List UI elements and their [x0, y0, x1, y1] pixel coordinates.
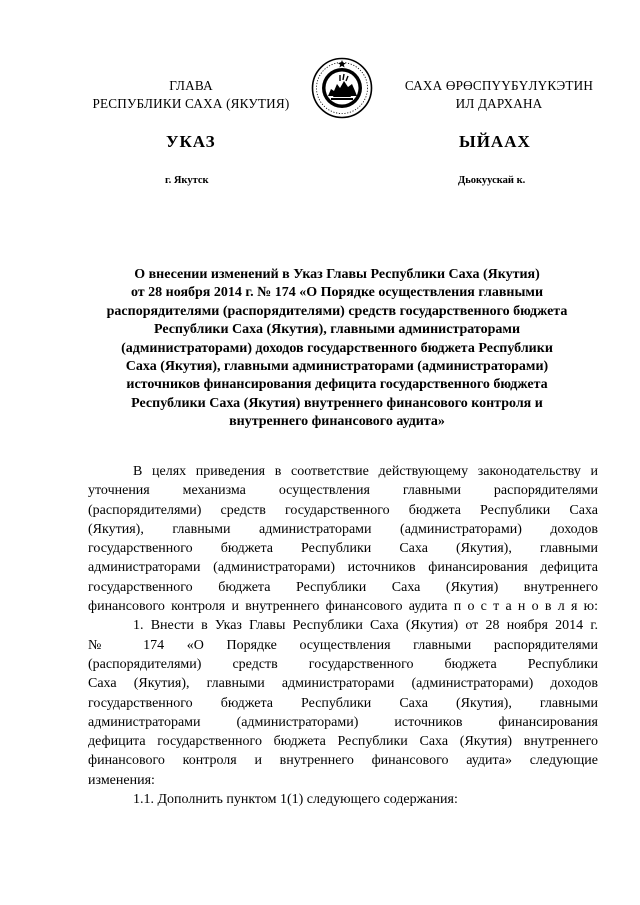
header-right-block	[388, 77, 610, 113]
body-line: 1. Внести в Указ Главы Республики Саха (Якутия) от 28 ноября 2014 г.	[133, 618, 598, 634]
body-line: администраторами (администраторами) источников финансирования дефицита	[88, 560, 598, 576]
body-line: изменения:	[88, 772, 155, 788]
document-body	[88, 462, 598, 809]
title-line: источников финансирования дефицита государственного бюджета	[126, 377, 548, 393]
doc-type-right: ЫЙААХ	[459, 132, 531, 151]
header-left-line-2: РЕСПУБЛИКИ САХА (ЯКУТИЯ)	[92, 96, 290, 111]
header-right-line-1: САХА ӨРӨСПҮҮБҮЛҮКЭТИН	[404, 78, 594, 93]
body-line: 1.1. Дополнить пунктом 1(1) следующего содержания:	[133, 792, 458, 808]
title-line: распорядителями (распорядителями) средств государственного бюджета	[106, 303, 568, 319]
title-line: Саха (Якутия), главными администраторами (администраторами)	[125, 359, 549, 375]
coat-of-arms-emblem	[311, 57, 373, 119]
title-line: от 28 ноября 2014 г. № 174 «О Порядке осуществления главными	[130, 285, 544, 301]
title-line: (администраторами) доходов государственного бюджета Республики	[121, 340, 553, 356]
title-line: Республики Саха (Якутия) внутреннего финансового контроля и	[131, 395, 543, 411]
body-line: государственного бюджета Республики Саха (Якутия) внутреннего	[88, 579, 598, 595]
body-line: государственного бюджета Республики Саха (Якутия), главными	[88, 541, 598, 557]
doc-type-left: УКАЗ	[166, 132, 216, 151]
title-line: внутреннего финансового аудита»	[229, 414, 445, 430]
body-line: № 174 «О Порядке осуществления главными распорядителями	[88, 637, 598, 653]
header-left-line-1: ГЛАВА	[169, 78, 213, 93]
body-line: администраторами (администраторами) источников финансирования	[88, 714, 598, 730]
body-line: государственного бюджета Республики Саха (Якутия), главными	[88, 695, 598, 711]
city-right: Дьокуускай к.	[458, 175, 526, 186]
city-left: г. Якутск	[165, 175, 209, 186]
body-line: (распорядителями) средств государственного бюджета Республики Саха	[88, 502, 598, 518]
body-line: уточнения механизма осуществления главными распорядителями	[88, 483, 598, 499]
body-line: Саха (Якутия), главными администраторами (администраторами) доходов	[88, 676, 598, 692]
body-line: финансового контроля и внутреннего финансового аудита п о с т а н о в л я ю:	[88, 599, 598, 615]
header-left-block	[82, 77, 300, 113]
title-line: Республики Саха (Якутия), главными администраторами	[153, 322, 521, 338]
body-line: В целях приведения в соответствие действующему законодательству и	[133, 464, 598, 479]
body-line: финансового контроля и внутреннего финансового аудита» следующие	[88, 753, 598, 769]
document-title	[72, 266, 602, 432]
body-line: (Якутия), главными администраторами (администраторами) доходов	[88, 521, 598, 537]
body-line: дефицита государственного бюджета Республики Саха (Якутия) внутреннего	[88, 734, 598, 750]
body-line: (распорядителями) средств государственного бюджета Республики	[88, 656, 598, 672]
title-line: О внесении изменений в Указ Главы Республики Саха (Якутия)	[134, 267, 540, 282]
header-right-line-2: ИЛ ДАРХАНА	[455, 96, 543, 111]
